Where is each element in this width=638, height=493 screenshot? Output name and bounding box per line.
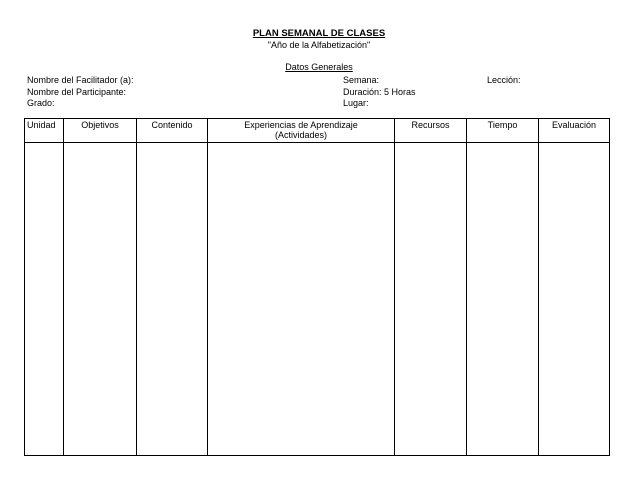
participante-label: Nombre del Participante: (27, 87, 127, 97)
cell-recursos[interactable] (395, 143, 467, 456)
cell-unidad[interactable] (25, 143, 64, 456)
lugar-label: Lugar: (343, 98, 369, 108)
header-unidad: Unidad (25, 119, 64, 143)
table-header-row (25, 119, 610, 143)
cell-experiencias[interactable] (208, 143, 395, 456)
plan-table (24, 118, 610, 456)
header-experiencias-line1: Experiencias de Aprendizaje (244, 120, 358, 130)
table-row (25, 143, 610, 456)
section-title: Datos Generales (285, 62, 353, 72)
duracion-label: Duración: 5 Horas (343, 87, 416, 97)
header-objetivos: Objetivos (64, 119, 137, 143)
header-contenido: Contenido (137, 119, 208, 143)
semana-label: Semana: (343, 75, 380, 85)
leccion-label: Lección: (487, 75, 521, 85)
document-subtitle: "Año de la Alfabetización" (267, 40, 371, 50)
header-experiencias-line2: (Actividades) (274, 130, 328, 140)
cell-tiempo[interactable] (467, 143, 539, 456)
document-title: PLAN SEMANAL DE CLASES (252, 28, 386, 39)
cell-evaluacion[interactable] (539, 143, 610, 456)
grado-label: Grado: (27, 98, 55, 108)
facilitador-label: Nombre del Facilitador (a): (27, 75, 134, 85)
cell-contenido[interactable] (137, 143, 208, 456)
header-tiempo: Tiempo (467, 119, 539, 143)
header-evaluacion: Evaluación (539, 119, 610, 143)
header-experiencias (208, 119, 395, 143)
cell-objetivos[interactable] (64, 143, 137, 456)
header-recursos: Recursos (395, 119, 467, 143)
